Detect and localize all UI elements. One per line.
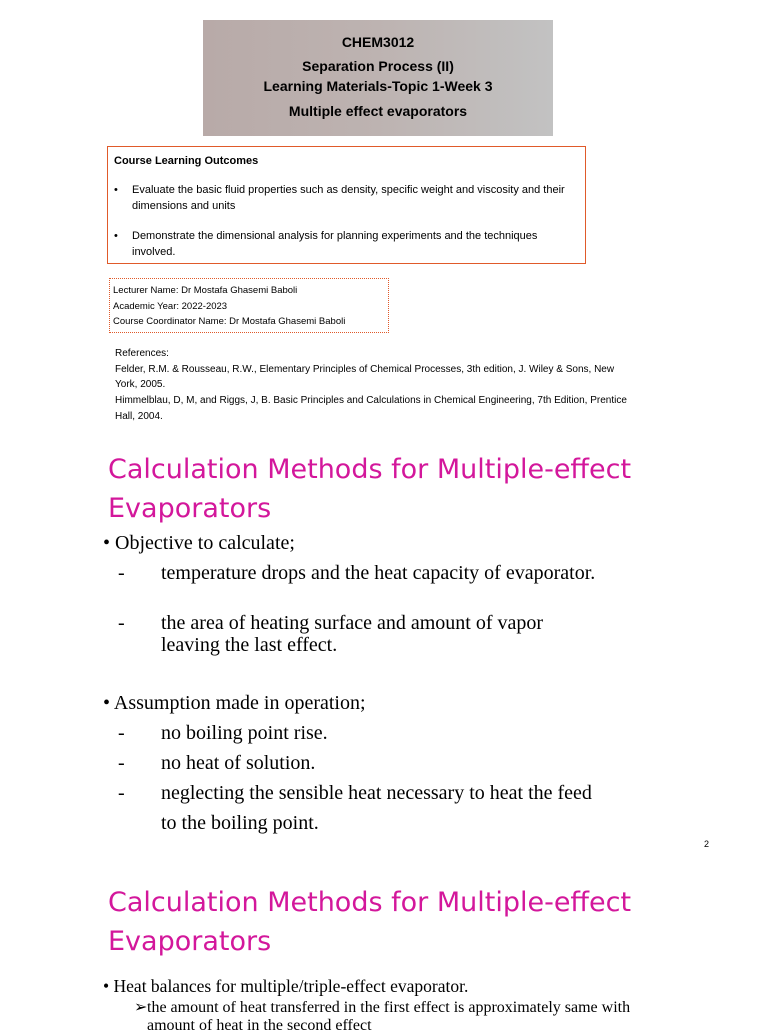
slide-title: Calculation Methods for Multiple-effect Evaporators	[108, 454, 632, 524]
objective-item-text: the area of heating surface and amount of vapor leaving the last effect.	[161, 612, 544, 656]
assumption-item-text: no boiling point rise.	[161, 722, 328, 744]
objective-item	[118, 562, 598, 584]
course-learning-outcomes-box	[107, 146, 586, 264]
course-code: CHEM3012	[341, 34, 415, 50]
heat-balance-subitem	[134, 999, 654, 1035]
slide-title: Calculation Methods for Multiple-effect Evaporators	[108, 887, 632, 957]
assumption-bullet: • Assumption made in operation;	[103, 692, 366, 714]
outcomes-title: Course Learning Outcomes	[114, 155, 259, 167]
assumption-item	[118, 752, 598, 774]
outcome-text: Evaluate the basic fluid properties such as density, specific weight and viscosity and their dimensions and units	[132, 184, 565, 212]
page-number: 2	[704, 839, 710, 849]
objective-item-text: temperature drops and the heat capacity of evaporator.	[161, 562, 596, 584]
outcome-item	[114, 182, 573, 214]
course-header-box	[203, 20, 553, 136]
topic-name: Multiple effect evaporators	[288, 103, 468, 119]
dash-icon: -	[118, 562, 125, 584]
references	[115, 346, 635, 425]
reference-item: Himmelblau, D, M, and Riggs, J, B. Basic Principles and Calculations in Chemical Engineering, 7th Edition, Prentice Hall, 2004.	[115, 395, 627, 422]
dash-icon: -	[118, 722, 125, 744]
lecturer-info-box	[109, 278, 389, 333]
academic-year: Academic Year: 2022-2023	[113, 300, 228, 312]
references-heading: References:	[115, 348, 169, 359]
heat-balance-text: Heat balances for multiple/triple-effect evaporator.	[113, 976, 469, 996]
lecturer-name: Lecturer Name: Dr Mostafa Ghasemi Baboli	[113, 285, 298, 296]
heat-balance-bullet: • Heat balances for multiple/triple-effect evaporator.	[103, 976, 469, 996]
objective-text: Objective to calculate;	[115, 532, 295, 554]
assumption-item-text: no heat of solution.	[161, 752, 316, 774]
assumption-item-text: neglecting the sensible heat necessary to heat the feed to the boiling point.	[161, 782, 592, 834]
assumption-text: Assumption made in operation;	[113, 692, 366, 714]
heat-balance-subitem-text: the amount of heat transferred in the first effect is approximately same with amount of heat in the second effect	[147, 999, 631, 1034]
topic-week: Learning Materials-Topic 1-Week 3	[263, 78, 493, 94]
course-coordinator: Course Coordinator Name: Dr Mostafa Ghasemi Baboli	[113, 316, 346, 327]
arrow-bullet-icon: ➢	[134, 999, 148, 1016]
objective-item	[118, 612, 598, 656]
bullet-icon: •	[114, 184, 118, 196]
dash-icon: -	[118, 612, 125, 634]
objective-bullet: • Objective to calculate;	[103, 532, 295, 554]
bullet-icon: •	[114, 230, 118, 242]
dash-icon: -	[118, 752, 125, 774]
outcome-text: Demonstrate the dimensional analysis for planning experiments and the techniques involved.	[132, 230, 538, 258]
assumption-item	[118, 782, 598, 838]
reference-item: Felder, R.M. & Rousseau, R.W., Elementary Principles of Chemical Processes, 3th edition, J. Wiley & Sons, New York, 2005.	[115, 363, 615, 391]
outcome-item	[114, 228, 573, 260]
course-title: Separation Process (II)	[302, 58, 454, 74]
assumption-item	[118, 722, 598, 744]
dash-icon: -	[118, 782, 125, 804]
